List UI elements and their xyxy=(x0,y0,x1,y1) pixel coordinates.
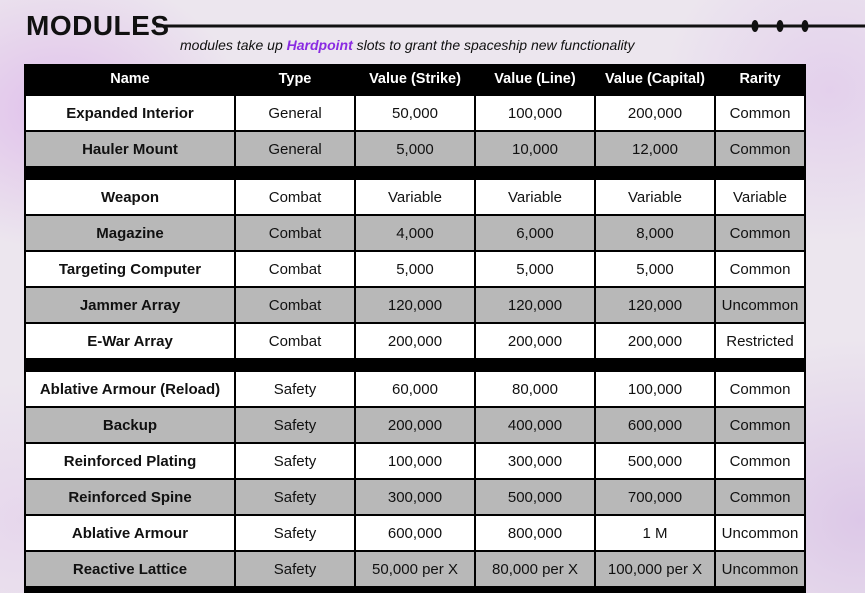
table-row xyxy=(26,480,804,514)
table-row xyxy=(26,324,804,358)
cell-rarity: Common xyxy=(716,372,804,406)
table-row xyxy=(26,372,804,406)
subtitle-text-start: modules take up xyxy=(180,37,287,53)
group-divider xyxy=(26,360,804,370)
cell-rarity: Common xyxy=(716,216,804,250)
cell-capital: 8,000 xyxy=(596,216,714,250)
cell-type: General xyxy=(236,132,354,166)
table-row xyxy=(26,444,804,478)
cell-rarity: Common xyxy=(716,444,804,478)
cell-line: 80,000 xyxy=(476,372,594,406)
cell-rarity: Common xyxy=(716,132,804,166)
cell-name: Weapon xyxy=(26,180,234,214)
cell-strike: 50,000 per X xyxy=(356,552,474,586)
cell-strike: 600,000 xyxy=(356,516,474,550)
cell-capital: 1 M xyxy=(596,516,714,550)
cell-name: Backup xyxy=(26,408,234,442)
cell-capital: Variable xyxy=(596,180,714,214)
cell-type: Combat xyxy=(236,252,354,286)
cell-line: 400,000 xyxy=(476,408,594,442)
cell-type: Combat xyxy=(236,288,354,322)
cell-type: Combat xyxy=(236,324,354,358)
cell-line: 6,000 xyxy=(476,216,594,250)
group-divider-cell xyxy=(26,168,804,178)
cell-capital: 500,000 xyxy=(596,444,714,478)
cell-name: Targeting Computer xyxy=(26,252,234,286)
cell-name: Reinforced Plating xyxy=(26,444,234,478)
cell-rarity: Common xyxy=(716,480,804,514)
table-row xyxy=(26,516,804,550)
table-row xyxy=(26,96,804,130)
cell-rarity: Uncommon xyxy=(716,516,804,550)
cell-strike: 100,000 xyxy=(356,444,474,478)
table-row xyxy=(26,252,804,286)
cell-strike: Variable xyxy=(356,180,474,214)
column-header-value-strike: Value (Strike) xyxy=(356,64,474,94)
cell-name: Magazine xyxy=(26,216,234,250)
modules-table xyxy=(24,64,806,588)
cell-rarity: Common xyxy=(716,96,804,130)
cell-type: Safety xyxy=(236,408,354,442)
cell-line: 800,000 xyxy=(476,516,594,550)
cell-line: 120,000 xyxy=(476,288,594,322)
table-row xyxy=(26,552,804,586)
subtitle-highlight-hardpoint: Hardpoint xyxy=(286,37,353,53)
cell-line: 100,000 xyxy=(476,96,594,130)
cell-rarity: Variable xyxy=(716,180,804,214)
group-divider xyxy=(26,168,804,178)
cell-capital: 12,000 xyxy=(596,132,714,166)
cell-type: Safety xyxy=(236,444,354,478)
cell-strike: 5,000 xyxy=(356,252,474,286)
cell-name: Reactive Lattice xyxy=(26,552,234,586)
cell-line: 500,000 xyxy=(476,480,594,514)
cell-rarity: Common xyxy=(716,252,804,286)
cell-strike: 120,000 xyxy=(356,288,474,322)
cell-rarity: Uncommon xyxy=(716,288,804,322)
table-header-row xyxy=(26,64,804,94)
cell-strike: 60,000 xyxy=(356,372,474,406)
cell-line: 5,000 xyxy=(476,252,594,286)
subtitle-text-end: slots to grant the spaceship new functionality xyxy=(352,37,635,53)
cell-name: Expanded Interior xyxy=(26,96,234,130)
subtitle xyxy=(180,37,634,53)
cell-strike: 200,000 xyxy=(356,408,474,442)
column-header-value-capital: Value (Capital) xyxy=(596,64,714,94)
table-row xyxy=(26,288,804,322)
cell-rarity: Common xyxy=(716,408,804,442)
cell-type: Safety xyxy=(236,480,354,514)
table-row xyxy=(26,180,804,214)
cell-capital: 120,000 xyxy=(596,288,714,322)
cell-rarity: Uncommon xyxy=(716,552,804,586)
cell-rarity: Restricted xyxy=(716,324,804,358)
cell-name: Hauler Mount xyxy=(26,132,234,166)
cell-capital: 600,000 xyxy=(596,408,714,442)
cell-line: 10,000 xyxy=(476,132,594,166)
cell-strike: 200,000 xyxy=(356,324,474,358)
cell-strike: 5,000 xyxy=(356,132,474,166)
column-header-type: Type xyxy=(236,64,354,94)
table-row xyxy=(26,408,804,442)
cell-type: Safety xyxy=(236,372,354,406)
cell-line: 80,000 per X xyxy=(476,552,594,586)
column-header-rarity: Rarity xyxy=(716,64,804,94)
cell-name: E-War Array xyxy=(26,324,234,358)
cell-line: 300,000 xyxy=(476,444,594,478)
cell-type: Safety xyxy=(236,552,354,586)
cell-type: Combat xyxy=(236,216,354,250)
cell-strike: 300,000 xyxy=(356,480,474,514)
cell-name: Reinforced Spine xyxy=(26,480,234,514)
modules-table-container xyxy=(24,64,806,593)
cell-type: Combat xyxy=(236,180,354,214)
cell-line: 200,000 xyxy=(476,324,594,358)
cell-name: Ablative Armour xyxy=(26,516,234,550)
table-row xyxy=(26,216,804,250)
cell-type: Safety xyxy=(236,516,354,550)
cell-capital: 200,000 xyxy=(596,324,714,358)
page-title: MODULES xyxy=(26,10,170,41)
cell-line: Variable xyxy=(476,180,594,214)
cell-capital: 700,000 xyxy=(596,480,714,514)
cell-name: Jammer Array xyxy=(26,288,234,322)
cell-capital: 5,000 xyxy=(596,252,714,286)
cell-capital: 200,000 xyxy=(596,96,714,130)
cell-strike: 50,000 xyxy=(356,96,474,130)
column-header-name: Name xyxy=(26,64,234,94)
table-row xyxy=(26,132,804,166)
cell-strike: 4,000 xyxy=(356,216,474,250)
cell-capital: 100,000 xyxy=(596,372,714,406)
cell-capital: 100,000 per X xyxy=(596,552,714,586)
cell-type: General xyxy=(236,96,354,130)
cell-name: Ablative Armour (Reload) xyxy=(26,372,234,406)
group-divider-cell xyxy=(26,360,804,370)
column-header-value-line: Value (Line) xyxy=(476,64,594,94)
